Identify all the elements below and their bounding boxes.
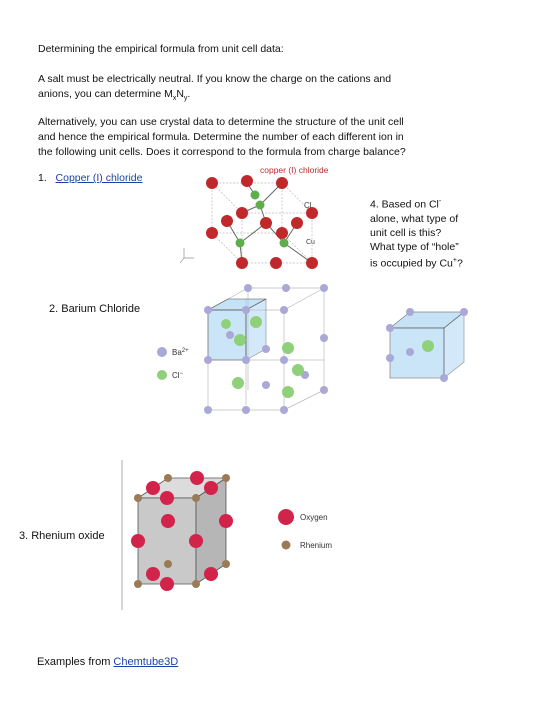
para1-line2: anions, you can determine $M_xN_y$. <box>38 88 191 103</box>
crystal-data-paragraph <box>38 115 468 160</box>
reo-legend-rhenium-sphere <box>282 541 291 550</box>
cubic-center-sphere <box>422 340 434 352</box>
copper-chloride-unit-cell-image <box>172 163 332 275</box>
cubic-cell-front <box>390 328 444 378</box>
rhenium-oxide-unit-cell-image <box>118 460 378 610</box>
copper-chloride-link[interactable]: Copper (I) chloride <box>55 172 143 184</box>
cubic-hole-image <box>382 296 472 388</box>
item3-label: 3. Rhenium oxide <box>19 530 105 542</box>
para1-line1: A salt must be electrically neutral. If you know the charge on the cations and <box>38 73 392 85</box>
svg-text:Cl−: Cl− <box>172 371 184 380</box>
cucl-cu-label: Cu <box>306 239 315 246</box>
cucl-cl-label: Cl <box>304 201 312 210</box>
para2-line1: Alternatively, you can use crystal data to determine the structure of the unit cell <box>38 116 404 128</box>
bacl-legend <box>157 347 189 380</box>
barium-chloride-unit-cell-image <box>150 280 350 420</box>
footer-source: Examples from Chemtube3D <box>37 656 179 668</box>
para2-line3: the following unit cells. Does it correspond to the formula from charge balance? <box>38 146 406 158</box>
svg-text:Ba2+: $Ba^{2+}$ <box>172 348 189 357</box>
item2-label: 2. Barium Chloride <box>49 303 141 315</box>
para2-line2: and hence the empirical formula. Determine the number of each different ion in <box>38 131 404 143</box>
item1-label: 1. Copper (I) chloride <box>38 172 143 184</box>
page-heading: Determining the empirical formula from unit cell data: <box>38 43 284 55</box>
charge-balance-paragraph <box>38 72 458 106</box>
chemtube3d-link[interactable]: Chemtube3D <box>113 656 179 668</box>
question-4: 4. Based on Cl- alone, what type of unit cell is this? What type of “hole” is occupied by Cu+? <box>370 198 463 269</box>
reo-legend-oxygen-sphere <box>278 509 294 525</box>
cucl-fig-title: copper (I) chloride <box>260 165 329 175</box>
reo-legend-rhenium-label: Rhenium <box>300 541 333 550</box>
reo-legend-oxygen-label: Oxygen <box>300 513 328 522</box>
cucl-axes-icon <box>180 248 194 263</box>
